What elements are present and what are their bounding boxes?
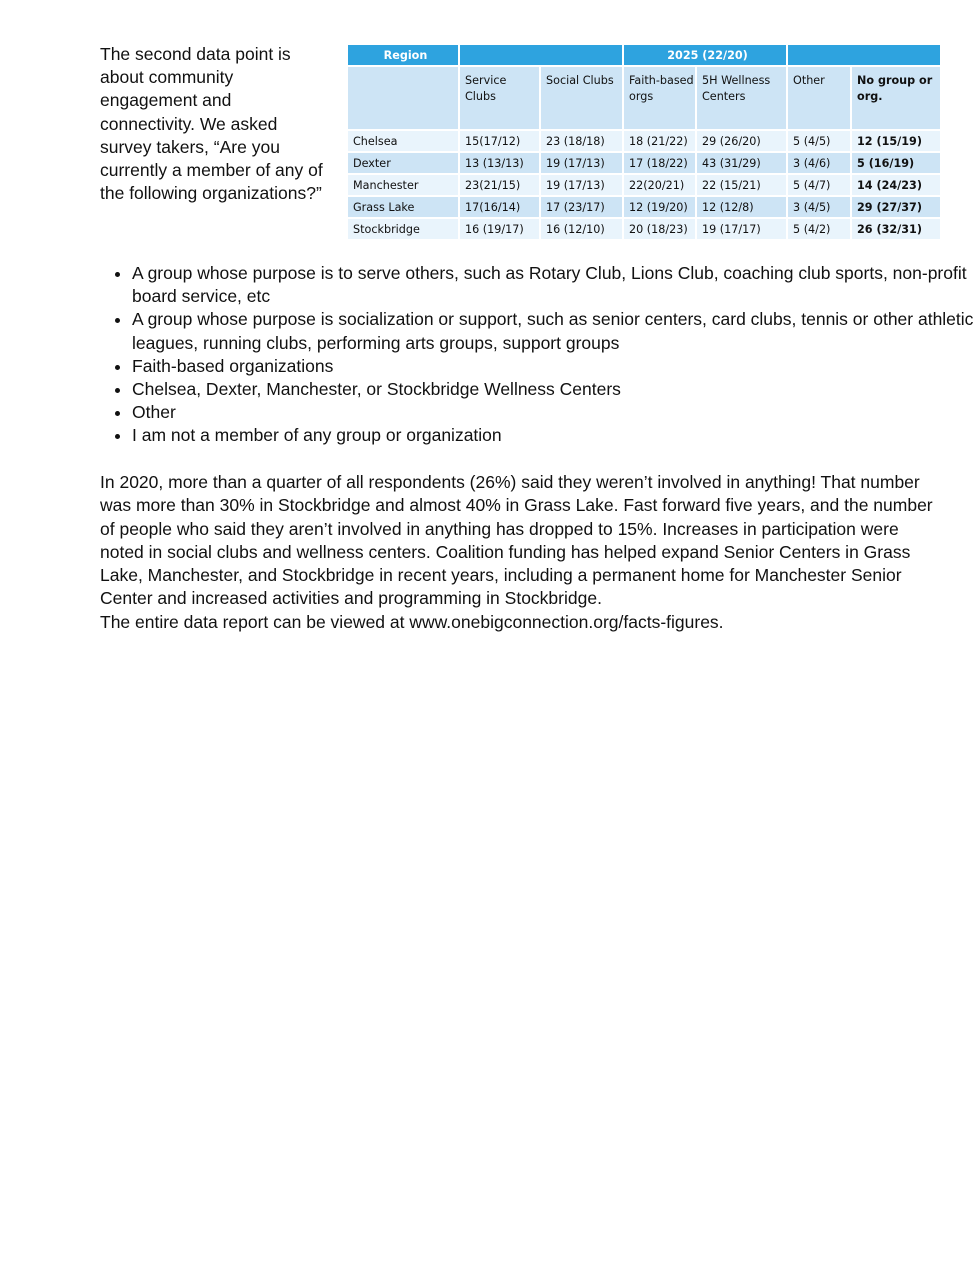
column-header-faith-based: Faith-based orgs bbox=[624, 67, 697, 131]
list-item: • Faith-based organizations bbox=[132, 355, 975, 378]
table-header-row bbox=[348, 45, 940, 67]
value-cell: 29 (26/20) bbox=[697, 131, 788, 153]
list-item: • A group whose purpose is to serve others, such as Rotary Club, Lions Club, coaching club sports, non-profit board service, etc bbox=[132, 262, 975, 308]
value-cell: 18 (21/22) bbox=[624, 131, 697, 153]
value-cell: 29 (27/37) bbox=[852, 197, 940, 219]
value-cell: 12 (19/20) bbox=[624, 197, 697, 219]
value-cell: 17 (23/17) bbox=[541, 197, 624, 219]
column-header-other: Other bbox=[788, 67, 852, 131]
column-header-no-group: No group or org. bbox=[852, 67, 940, 131]
table-row bbox=[348, 175, 940, 197]
body-text bbox=[100, 471, 945, 634]
column-header-wellness-centers: 5H Wellness Centers bbox=[697, 67, 788, 131]
value-cell: 19 (17/13) bbox=[541, 153, 624, 175]
organization-type-list bbox=[100, 262, 975, 448]
list-item: • Other bbox=[132, 401, 975, 424]
value-cell: 16 (12/10) bbox=[541, 219, 624, 241]
value-cell: 43 (31/29) bbox=[697, 153, 788, 175]
header-spacer bbox=[788, 45, 940, 67]
intro-text: The second data point is about community engagement and connectivity. We asked survey takers, “Are you currently a member of any of the following organizations?” bbox=[100, 44, 323, 204]
value-cell: 13 (13/13) bbox=[460, 153, 541, 175]
column-header-service-clubs: Service Clubs bbox=[460, 67, 541, 131]
value-cell: 5 (4/2) bbox=[788, 219, 852, 241]
membership-table bbox=[348, 45, 940, 241]
column-header-row bbox=[348, 67, 940, 131]
value-cell: 5 (4/5) bbox=[788, 131, 852, 153]
value-cell: 17 (18/22) bbox=[624, 153, 697, 175]
report-link-line: The entire data report can be viewed at www.onebigconnection.org/facts-figures. bbox=[100, 611, 724, 632]
region-cell: Chelsea bbox=[348, 131, 460, 153]
value-cell: 23 (18/18) bbox=[541, 131, 624, 153]
value-cell: 20 (18/23) bbox=[624, 219, 697, 241]
value-cell: 14 (24/23) bbox=[852, 175, 940, 197]
table-row bbox=[348, 131, 940, 153]
value-cell: 17(16/14) bbox=[460, 197, 541, 219]
value-cell: 12 (12/8) bbox=[697, 197, 788, 219]
blank-header-cell bbox=[348, 67, 460, 131]
value-cell: 22 (15/21) bbox=[697, 175, 788, 197]
value-cell: 5 (4/7) bbox=[788, 175, 852, 197]
year-header: 2025 (22/20) bbox=[624, 45, 788, 67]
header-spacer bbox=[460, 45, 624, 67]
table-row bbox=[348, 153, 940, 175]
value-cell: 3 (4/5) bbox=[788, 197, 852, 219]
table-row bbox=[348, 197, 940, 219]
table-row bbox=[348, 219, 940, 241]
column-header-social-clubs: Social Clubs bbox=[541, 67, 624, 131]
region-cell: Manchester bbox=[348, 175, 460, 197]
region-cell: Grass Lake bbox=[348, 197, 460, 219]
list-item: • Chelsea, Dexter, Manchester, or Stockbridge Wellness Centers bbox=[132, 378, 975, 401]
summary-paragraph: In 2020, more than a quarter of all respondents (26%) said they weren’t involved in anything! That number was more than 30% in Stockbridge and almost 40% in Grass Lake. Fast forward five years, and the number of people who said they aren’t involved in anything has dropped to 15%. Increases in participation were noted in social clubs and wellness centers. Coalition funding has helped expand Senior Centers in Grass Lake, Manchester, and Stockbridge in recent years, including a permanent home for Manchester Senior Center and increased activities and programming in Stockbridge. bbox=[100, 472, 933, 609]
value-cell: 23(21/15) bbox=[460, 175, 541, 197]
value-cell: 3 (4/6) bbox=[788, 153, 852, 175]
value-cell: 5 (16/19) bbox=[852, 153, 940, 175]
value-cell: 26 (32/31) bbox=[852, 219, 940, 241]
value-cell: 19 (17/13) bbox=[541, 175, 624, 197]
value-cell: 12 (15/19) bbox=[852, 131, 940, 153]
value-cell: 15(17/12) bbox=[460, 131, 541, 153]
list-item: • A group whose purpose is socialization or support, such as senior centers, card clubs, tennis or other athletic leagues, running clubs, performing arts groups, support groups bbox=[132, 308, 975, 354]
region-cell: Dexter bbox=[348, 153, 460, 175]
value-cell: 16 (19/17) bbox=[460, 219, 541, 241]
value-cell: 19 (17/17) bbox=[697, 219, 788, 241]
list-item: • I am not a member of any group or organization bbox=[132, 424, 975, 447]
value-cell: 22(20/21) bbox=[624, 175, 697, 197]
region-cell: Stockbridge bbox=[348, 219, 460, 241]
region-header: Region bbox=[348, 45, 460, 67]
